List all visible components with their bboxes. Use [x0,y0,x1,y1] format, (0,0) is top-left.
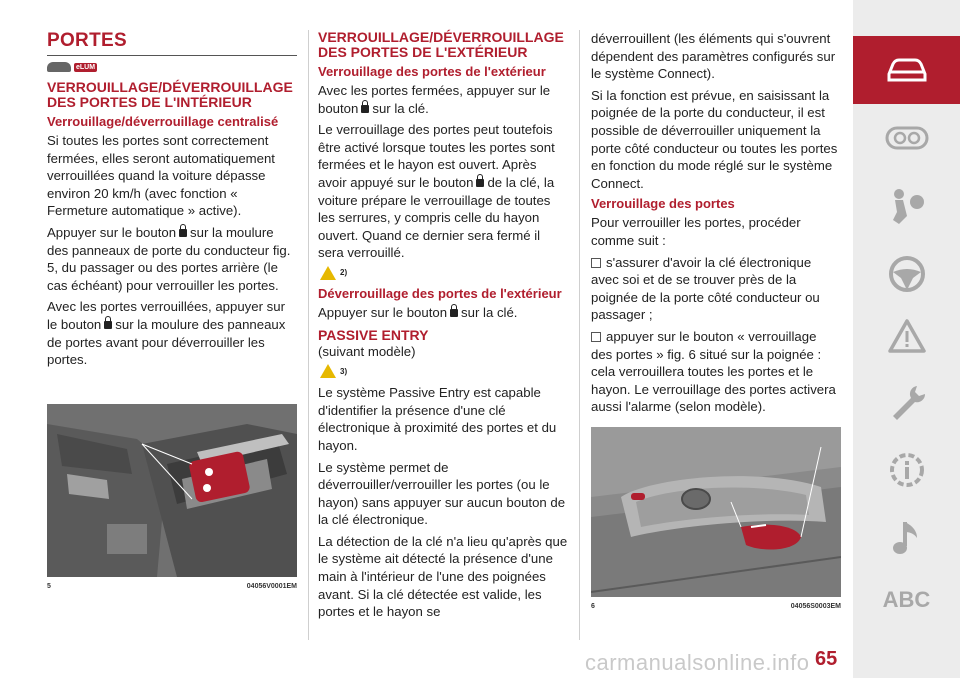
checkbox-bullet-icon [591,258,601,268]
steering-wheel-icon [887,254,927,294]
wrench-icon [887,382,927,422]
info-gear-icon [887,450,927,490]
warning-ref-3: 3) [320,364,568,378]
paragraph-key-unlock: Appuyer sur le bouton sur la clé. [318,304,518,320]
sidebar-item-technical[interactable] [853,436,960,504]
door-panel-illustration [47,404,297,577]
column-2 [318,30,568,625]
column-3 [591,30,841,420]
paragraph-passive-no-button: Le système permet de déverrouiller/verrouiller les portes (ou le hayon) sans appuyer sur aucun bouton de la clé électronique. [318,459,566,528]
paragraph-unlock-elements: déverrouillent (les éléments qui s'ouvrent dépendent des paramètres configurés sur le système Connect). [591,31,836,82]
paragraph-driver-door: Si la fonction est prévue, en saisissant la poignée de la porte du conducteur, il est possible de déverrouiller uniquement la porte côté conducteur ou toutes les portes en fonction du mode réglé sur le système Connect. [591,87,838,191]
sidebar-item-maintenance[interactable] [853,368,960,436]
figure-5-number: 5 [47,583,51,590]
elum-badge: eLUM [76,64,96,71]
page-title: PORTES [47,30,297,56]
car-icon [885,56,929,84]
music-note-icon [891,518,923,558]
key-unlock-icon [450,309,458,317]
elum-indicator [47,62,297,72]
subheading-lock-exterior: Verrouillage des portes de l'extérieur [318,64,546,79]
dashboard-icon [885,124,929,152]
paragraph-passive-identify: Le système Passive Entry est capable d'identifier la présence d'une clé électronique à proximité des portes et du hayon. [318,385,557,453]
chapter-sidebar [853,0,960,678]
subheading-central-locking: Verrouillage/déverrouillage centralisé [47,114,279,129]
paragraph-procedure: Pour verrouiller les portes, procéder comme suit : [591,215,801,248]
key-lock-icon [476,179,484,187]
watermark: carmanualsonline.info [585,650,810,675]
column-divider-2 [579,30,580,640]
key-lock-icon [361,105,369,113]
warning-icon [320,266,336,280]
heading-passive-entry: PASSIVE ENTRY [318,326,429,343]
figure-5-door-panel [47,404,297,577]
sidebar-item-driving[interactable] [853,240,960,308]
subheading-unlock-exterior: Déverrouillage des portes de l'extérieur [318,285,562,301]
paragraph-passive-detection: La détection de la clé n'a lieu qu'après que le système ait détecté la présence d'une main à l'intérieur de l'une des poignées avant. Si la clé détectée est valide, les portes et le hayon se [318,533,568,620]
lock-icon [179,229,187,237]
warning-ref-2: 2) [320,266,568,280]
sidebar-item-car[interactable] [853,36,960,104]
sidebar-item-dashboard[interactable] [853,104,960,172]
paragraph-tailgate-lock: Le verrouillage des portes peut toutefois être activé lorsque toutes les portes sont fermées et le hayon est ouvert. Après avoir appuyé sur le bouton de la clé, la voiture prépare le verrouillage de toutes les serrures, y compris celle du hayon ouvert. Quand ce dernier sera fermé il sera verrouillé. [318,122,555,261]
paragraph-unlock-button: Avec les portes verrouillées, appuyer sur le bouton sur la moulure des panneaux de portes avant pour déverrouiller les portes. [47,299,286,368]
car-silhouette-icon [47,62,71,72]
sidebar-item-multimedia[interactable] [853,504,960,572]
paragraph-auto-lock: Si toutes les portes sont correctement fermées, elles seront automatiquement verrouillées quand la voiture dépasse environ 20 km/h (avec fonction « Fermeture automatique » active). [47,133,275,219]
figure-5-caption [47,583,297,590]
sidebar-item-emergency[interactable] [853,302,960,370]
paragraph-lock-button: Appuyer sur le bouton sur la moulure des panneaux de porte du conducteur fig. 5, du passager ou des portes arrière (le cas échéant) pour verrouiller les portes. [47,224,291,293]
checkbox-bullet-icon [591,332,601,342]
abc-index-label: ABC [882,587,931,612]
door-handle-illustration [591,427,841,597]
figure-6-door-handle [591,427,841,597]
unlock-icon [104,321,112,329]
figure-6-caption [591,603,841,610]
sidebar-item-safety[interactable] [853,172,960,240]
figure-6-number: 6 [591,603,595,610]
heading-interior-locking: VERROUILLAGE/DÉVERROUILLAGE DES PORTES DE L'INTÉRIEUR [47,79,293,110]
paragraph-key-lock: Avec les portes fermées, appuyer sur le bouton sur la clé. [318,83,551,116]
subheading-door-lock: Verrouillage des portes [591,196,735,212]
figure-6-code: 04056S0003EM [790,603,841,610]
column-1 [47,30,297,373]
sidebar-item-index[interactable] [853,566,960,634]
page-number: 65 [815,648,838,670]
figure-5-code: 04056V0001EM [246,583,297,590]
passive-entry-note: (suivant modèle) [318,343,416,359]
list-item-1: s'assurer d'avoir la clé électronique avec soi et de se trouver près de la poignée de la porte côté conducteur ou passager ; [591,254,820,323]
column-divider-1 [308,30,309,640]
warning-icon [320,364,336,378]
heading-exterior-locking: VERROUILLAGE/DÉVERROUILLAGE DES PORTES DE L'EXTÉRIEUR [318,29,564,60]
warning-icon [887,318,927,354]
list-item-2: appuyer sur le bouton « verrouillage des portes » fig. 6 situé sur la poignée : cela verrouillera toutes les portes et le hayon. Le verrouillage des portes activera aussi l'alarme (selon modèle). [591,328,836,415]
airbag-icon [887,186,927,226]
